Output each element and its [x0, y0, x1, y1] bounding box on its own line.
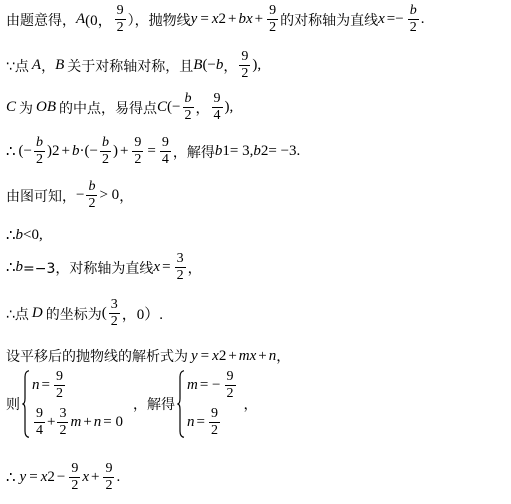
- text: 设平移后的抛物线的解析式为: [6, 349, 188, 365]
- var: x: [212, 347, 219, 364]
- fraction: $\frac{9}{2}$: [116, 3, 124, 35]
- text: +: [258, 347, 267, 364]
- text: 的对称轴为直线: [280, 12, 379, 29]
- text: = −3: [268, 143, 297, 159]
- var: n: [268, 347, 277, 364]
- line-3: [6, 92, 233, 123]
- text: +: [254, 11, 264, 27]
- var: OB: [36, 99, 57, 115]
- text: (−: [84, 143, 98, 159]
- text: 由图可知，: [6, 188, 76, 205]
- therefore: ∴: [6, 228, 16, 244]
- line-4: [6, 136, 300, 167]
- text: .: [296, 143, 301, 159]
- var: A: [31, 57, 42, 73]
- line-10: [6, 370, 258, 438]
- fraction: $\frac{b}{2}$: [101, 135, 109, 167]
- text: ），抛物线: [127, 12, 191, 29]
- line-8: [6, 298, 163, 329]
- fraction: $\frac{9}{2}$: [134, 135, 142, 167]
- text: +: [91, 469, 100, 485]
- text: 则: [6, 397, 20, 413]
- subscript: 2: [260, 143, 269, 159]
- text: <0,: [23, 227, 43, 243]
- therefore: ∴: [6, 144, 16, 160]
- fraction: $\frac{b}{2}$: [184, 91, 192, 123]
- text: =: [200, 347, 210, 364]
- text: ，: [119, 188, 134, 205]
- var: b: [71, 143, 80, 159]
- text: ，解得: [133, 397, 175, 413]
- text: =−: [386, 11, 404, 27]
- text: (−: [202, 57, 216, 73]
- var: B: [55, 57, 65, 73]
- text: .: [116, 469, 121, 485]
- fraction: $\frac{3}{2}$: [110, 297, 118, 329]
- therefore: ∴: [6, 260, 16, 276]
- text: (: [101, 305, 107, 321]
- text: =: [29, 469, 38, 485]
- equation-row: n = $\frac{9}{2}$: [32, 369, 63, 401]
- var: b: [15, 227, 24, 243]
- fraction: $\frac{9}{4}$: [161, 135, 169, 167]
- fraction: $\frac{9}{2}$: [269, 3, 277, 35]
- var: B: [193, 57, 203, 73]
- fraction: $\frac{9}{2}$: [71, 461, 79, 493]
- exponent: 2: [218, 11, 226, 27]
- fraction: $\frac{9}{4}$: [213, 91, 221, 123]
- text: =−3，对称轴为直线: [23, 260, 154, 277]
- text: −: [76, 187, 85, 203]
- text: =: [200, 11, 209, 27]
- text: 关于对称轴对称，且: [67, 58, 194, 75]
- text: =: [147, 143, 156, 159]
- text: ，0）.: [121, 307, 164, 323]
- text: ∴点: [6, 306, 29, 323]
- var: y: [19, 469, 27, 485]
- text: ),: [252, 57, 262, 73]
- var: mx: [238, 347, 257, 364]
- var: b: [253, 143, 261, 159]
- text: ·: [79, 143, 85, 159]
- var: x: [82, 469, 89, 485]
- text: 的中点，易得点: [59, 100, 158, 117]
- fraction: $\frac{b}{2}$: [88, 179, 96, 211]
- text: = 3,: [229, 143, 254, 159]
- fraction: $\frac{9}{2}$: [241, 49, 249, 81]
- var: D: [31, 305, 43, 321]
- var: y: [191, 347, 198, 364]
- text: ，: [41, 58, 56, 75]
- text: (−: [18, 143, 33, 159]
- subscript: 1: [222, 143, 230, 159]
- line-7: [6, 252, 202, 283]
- fraction: $\frac{3}{2}$: [176, 251, 184, 283]
- equation-row: $\frac{9}{4}$ + $\frac{3}{2}$ m + n = 0: [36, 406, 123, 438]
- text: +: [61, 143, 70, 159]
- exponent: 2: [47, 469, 55, 485]
- text: 为: [19, 100, 34, 117]
- line-5: [6, 180, 133, 211]
- text: ，: [187, 260, 202, 277]
- text: > 0: [99, 187, 120, 203]
- therefore: ∴: [6, 470, 16, 486]
- line-1: [6, 4, 424, 35]
- fraction: $\frac{b}{2}$: [36, 135, 44, 167]
- var: b: [214, 143, 223, 159]
- var: b: [15, 259, 24, 275]
- text: −: [56, 469, 66, 485]
- fraction: $\frac{b}{2}$: [409, 3, 417, 35]
- text: ): [47, 143, 53, 159]
- var: x: [211, 11, 219, 27]
- var: bx: [238, 11, 253, 27]
- line-2: [6, 50, 261, 81]
- text: =: [162, 259, 171, 275]
- var: A: [76, 11, 86, 27]
- brace: [177, 370, 185, 438]
- exponent: 2: [52, 143, 60, 159]
- text: ，: [276, 349, 291, 365]
- var: x: [153, 259, 161, 275]
- var: b: [215, 57, 224, 73]
- text: ，: [223, 58, 238, 75]
- text: ),: [224, 99, 234, 115]
- equation-row: m = − $\frac{9}{2}$: [187, 369, 234, 401]
- text: ，: [195, 100, 210, 117]
- equation-row: n = $\frac{9}{2}$: [187, 406, 218, 438]
- text: (0，: [85, 13, 113, 29]
- equation-system-2: [177, 370, 238, 438]
- text: +: [228, 347, 237, 364]
- line-9: [6, 346, 290, 366]
- text: ，: [243, 397, 258, 413]
- fraction: $\frac{9}{2}$: [105, 461, 113, 493]
- text: +: [227, 11, 237, 27]
- line-11: [6, 462, 120, 493]
- equation-system-1: [22, 370, 123, 438]
- text: 的坐标为: [45, 306, 102, 323]
- text: +: [119, 143, 129, 159]
- text: ∵点: [6, 58, 29, 75]
- text: ，解得: [172, 144, 215, 161]
- var: x: [40, 469, 48, 485]
- text: .: [420, 11, 425, 27]
- var: y: [190, 11, 198, 27]
- var: C: [157, 99, 168, 115]
- line-6: [6, 226, 43, 245]
- var: C: [6, 99, 17, 115]
- text: 由题意得，: [6, 12, 76, 29]
- text: ): [112, 143, 118, 159]
- var: x: [378, 11, 385, 27]
- brace: [22, 370, 30, 438]
- exponent: 2: [218, 347, 227, 364]
- text: (−: [167, 99, 181, 115]
